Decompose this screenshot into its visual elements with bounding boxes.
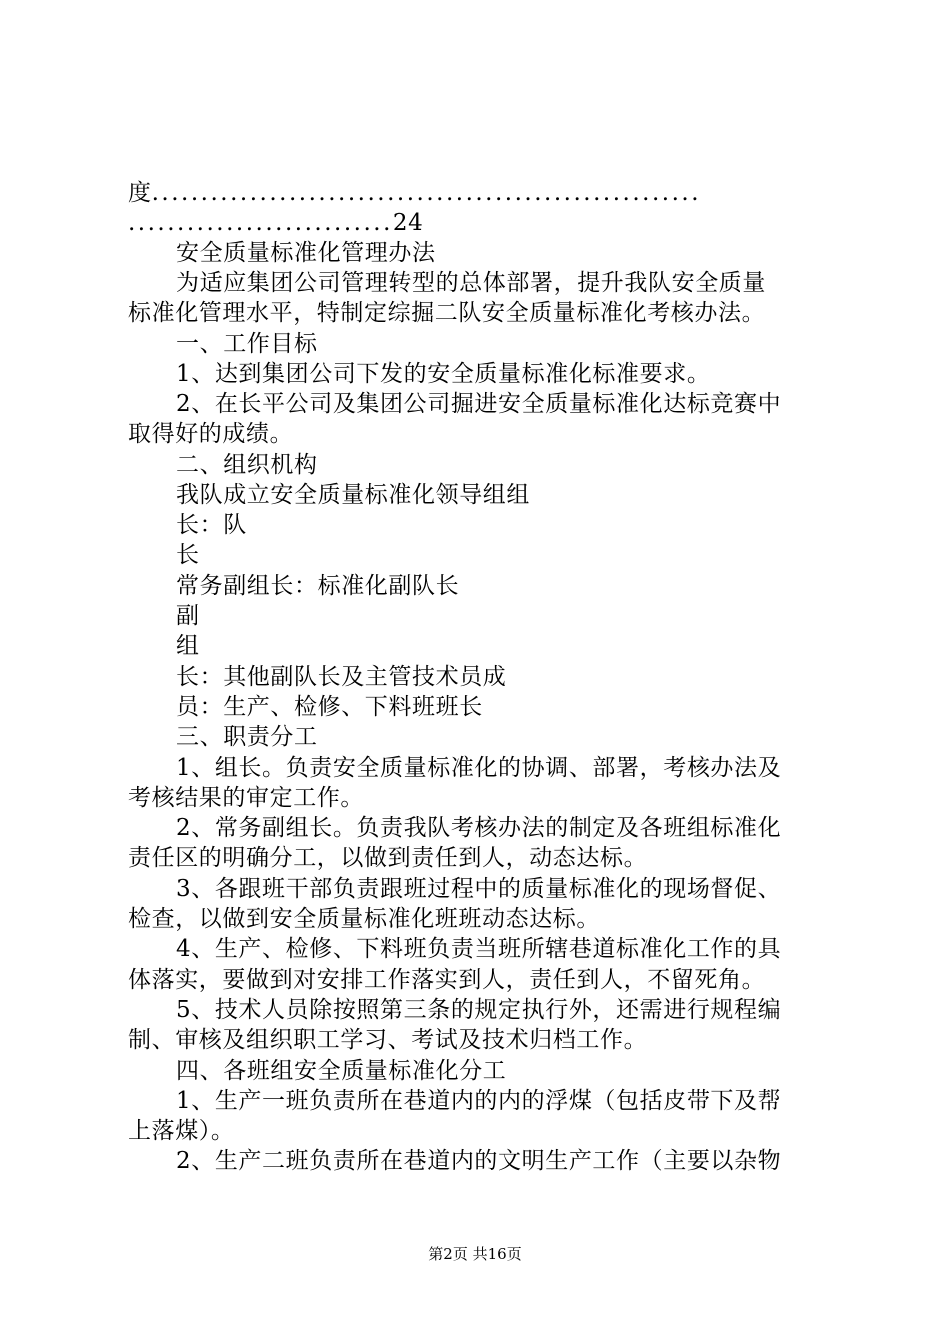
paragraph-line: 考核结果的审定工作。: [128, 785, 364, 811]
toc-page-number: 24: [392, 210, 424, 236]
toc-entry-text: 度: [128, 180, 152, 206]
section-heading: 四、各班组安全质量标准化分工: [176, 1058, 507, 1084]
paragraph-line: 检查，以做到安全质量标准化班班动态达标。: [128, 906, 600, 932]
paragraph-line: 1、组长。负责安全质量标准化的协调、部署，考核办法及: [176, 755, 782, 781]
paragraph-line: 长：其他副队长及主管技术员成: [176, 664, 507, 690]
paragraph-line: 责任区的明确分工，以做到责任到人，动态达标。: [128, 845, 648, 871]
paragraph-line: 1、生产一班负责所在巷道内的内的浮煤（包括皮带下及帮: [176, 1088, 782, 1114]
paragraph-line: 常务副组长：标准化副队长: [176, 573, 460, 599]
toc-leader-dots: ...........................: [128, 210, 393, 236]
paragraph-line: 我队成立安全质量标准化领导组组: [176, 482, 530, 508]
paragraph-line: 取得好的成绩。: [128, 421, 294, 447]
paragraph-line: 3、各跟班干部负责跟班过程中的质量标准化的现场督促、: [176, 876, 782, 902]
paragraph-line: 1、达到集团公司下发的安全质量标准化标准要求。: [176, 361, 711, 387]
document-title: 安全质量标准化管理办法: [176, 240, 436, 266]
paragraph-line: 为适应集团公司管理转型的总体部署，提升我队安全质量: [176, 270, 766, 296]
paragraph-line: 制、审核及组织职工学习、考试及技术归档工作。: [128, 1027, 648, 1053]
page-footer: 第2页 共16页: [428, 1245, 522, 1263]
paragraph-line: 标准化管理水平，特制定综掘二队安全质量标准化考核办法。: [128, 300, 766, 326]
paragraph-line: 副: [176, 603, 200, 629]
section-heading: 二、组织机构: [176, 452, 318, 478]
paragraph-line: 员：生产、检修、下料班班长: [176, 694, 483, 720]
toc-line-1: [128, 178, 701, 208]
section-heading: 三、职责分工: [176, 724, 318, 750]
paragraph-line: 组: [176, 633, 200, 659]
paragraph-line: 2、在长平公司及集团公司掘进安全质量标准化达标竞赛中: [176, 391, 782, 417]
paragraph-line: 5、技术人员除按照第三条的规定执行外，还需进行规程编: [176, 997, 782, 1023]
toc-line-2: [128, 208, 423, 238]
section-heading: 一、工作目标: [176, 331, 318, 357]
paragraph-line: 长：队: [176, 512, 247, 538]
toc-leader-dots: ........................................................: [151, 180, 702, 206]
paragraph-line: 4、生产、检修、下料班负责当班所辖巷道标准化工作的具: [176, 936, 782, 962]
paragraph-line: 2、常务副组长。负责我队考核办法的制定及各班组标准化: [176, 815, 782, 841]
paragraph-line: 长: [176, 542, 200, 568]
paragraph-line: 2、生产二班负责所在巷道内的文明生产工作（主要以杂物: [176, 1148, 782, 1174]
paragraph-line: 上落煤）。: [128, 1118, 235, 1144]
paragraph-line: 体落实，要做到对安排工作落实到人，责任到人，不留死角。: [128, 967, 766, 993]
